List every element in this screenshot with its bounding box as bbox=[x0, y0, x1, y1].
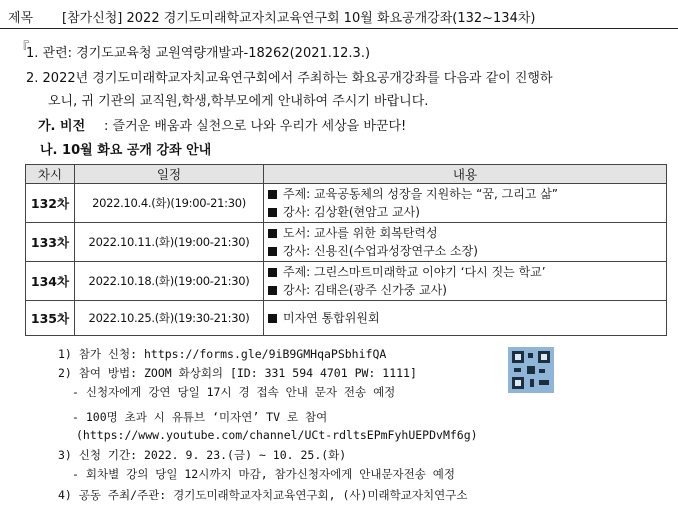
section-title: 나. 10월 화요 공개 강좌 안내 bbox=[40, 143, 212, 158]
item-2-line-2: 오니, 귀 기관의 교직원,학생,학부모에게 안내하여 주시기 바랍니다. bbox=[48, 94, 429, 109]
black-square-icon bbox=[268, 314, 277, 323]
note-4: 4) 공동 주최/주관: 경기도미래학교자치교육연구회, (사)미래학교자치연구소 bbox=[58, 488, 468, 502]
note-3: 3) 신청 기간: 2022. 9. 23.(금) ~ 10. 25.(화) bbox=[58, 448, 347, 462]
content-line: 주제: 교육공동체의 성장을 지원하는 “꿈, 그리고 삶” bbox=[283, 187, 559, 201]
content-cell bbox=[264, 262, 667, 301]
note-3a: - 회차별 강의 당일 12시까지 마감, 참가신청자에게 안내문자전송 예정 bbox=[72, 467, 456, 481]
bracket-mark: 『 bbox=[16, 41, 30, 56]
content-line: 강사: 신용진(수업과성장연구소 소장) bbox=[283, 244, 478, 258]
date-cell: 2022.10.25.(화)(19:30-21:30) bbox=[75, 301, 264, 336]
content-cell bbox=[264, 301, 667, 336]
content-line: 미자연 통합위원회 bbox=[283, 311, 380, 325]
qr-code-icon bbox=[508, 347, 554, 393]
round-cell: 135차 bbox=[26, 301, 75, 336]
date-cell: 2022.10.11.(화)(19:00-21:30) bbox=[75, 223, 264, 262]
note-2b: - 100명 초과 시 유튜브 ‘미자연’ TV 로 참여 bbox=[72, 410, 328, 424]
note-2c: (https://www.youtube.com/channel/UCt-rdltsEPmFyhUEPDvMf6g) bbox=[76, 428, 478, 442]
content-cell bbox=[264, 184, 667, 223]
black-square-icon bbox=[268, 286, 277, 295]
black-square-icon bbox=[268, 268, 277, 277]
item-1: 1. 관련: 경기도교육청 교원역량개발과-18262(2021.12.3.) bbox=[26, 46, 371, 61]
title-label: 제목 bbox=[8, 11, 34, 26]
note-2: 2) 참여 방법: ZOOM 화상회의 [ID: 331 594 4701 PW: 1111] bbox=[58, 366, 417, 380]
header-content: 내용 bbox=[264, 165, 667, 184]
item-2-line-1: 2. 2022년 경기도미래학교자치교육연구회에서 주최하는 화요공개강좌를 다음과 같이 진행하 bbox=[26, 71, 553, 86]
content-line: 강사: 김태은(광주 신가중 교사) bbox=[283, 283, 447, 297]
table-header-row bbox=[26, 165, 667, 184]
header-schedule: 일정 bbox=[75, 165, 264, 184]
black-square-icon bbox=[268, 208, 277, 217]
table-row bbox=[26, 262, 667, 301]
content-line: 주제: 그린스마트미래학교 이야기 ‘다시 짓는 학교’ bbox=[283, 265, 546, 279]
black-square-icon bbox=[268, 190, 277, 199]
round-cell: 133차 bbox=[26, 223, 75, 262]
table-row bbox=[26, 223, 667, 262]
date-cell: 2022.10.4.(화)(19:00-21:30) bbox=[75, 184, 264, 223]
lecture-table bbox=[25, 164, 667, 336]
black-square-icon bbox=[268, 247, 277, 256]
document-title: [참가신청] 2022 경기도미래학교자치교육연구회 10월 화요공개강좌(132~134차) bbox=[62, 11, 536, 26]
table-row bbox=[26, 301, 667, 336]
table-row bbox=[26, 184, 667, 223]
header-round: 차시 bbox=[26, 165, 75, 184]
content-line: 강사: 김상환(현암고 교사) bbox=[283, 205, 420, 219]
round-cell: 134차 bbox=[26, 262, 75, 301]
vision-label: 가. 비전 bbox=[38, 119, 86, 134]
date-cell: 2022.10.18.(화)(19:00-21:30) bbox=[75, 262, 264, 301]
note-2a: - 신청자에게 강연 당일 17시 경 접속 안내 문자 전송 예정 bbox=[72, 385, 396, 399]
black-square-icon bbox=[268, 229, 277, 238]
round-cell: 132차 bbox=[26, 184, 75, 223]
vision-text: : 즐거운 배움과 실천으로 나와 우리가 세상을 바꾼다! bbox=[104, 119, 407, 134]
note-1: 1) 참가 신청: https://forms.gle/9iB9GMHqaPSbhifQA bbox=[58, 347, 387, 361]
content-cell bbox=[264, 223, 667, 262]
content-line: 도서: 교사를 위한 회복탄력성 bbox=[283, 226, 438, 240]
